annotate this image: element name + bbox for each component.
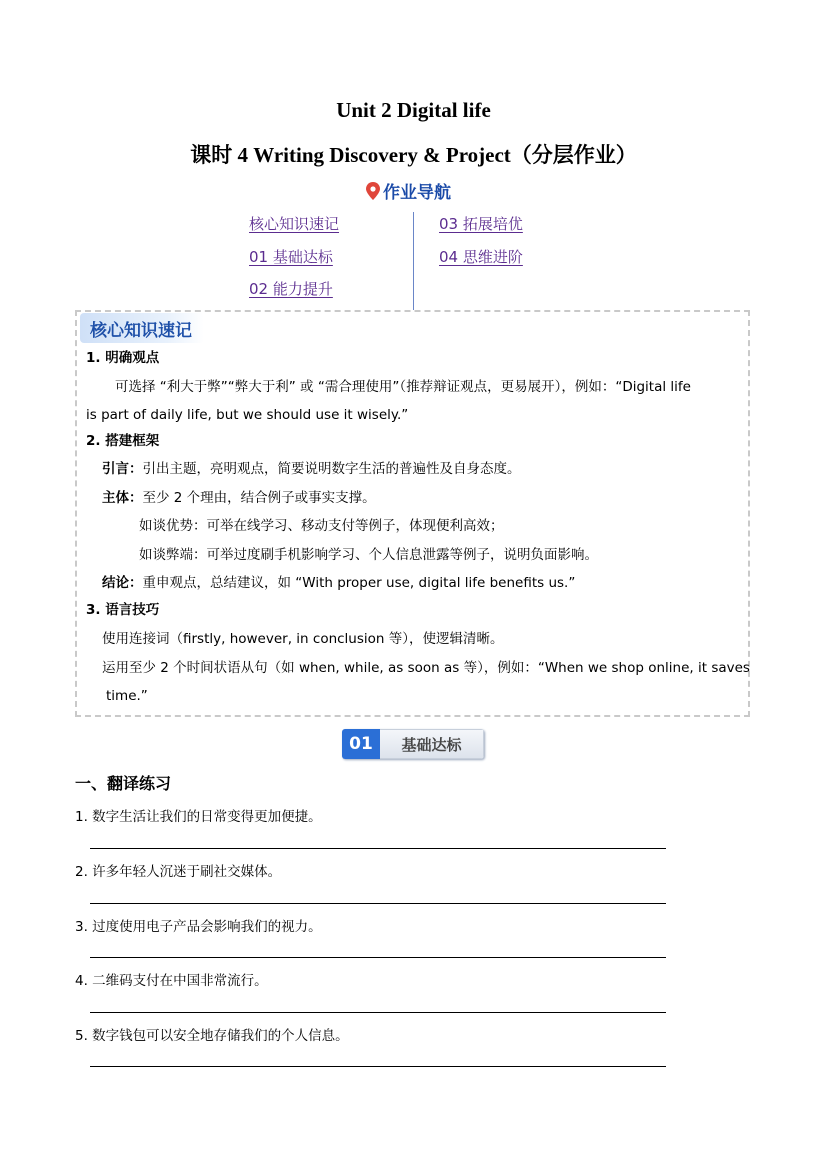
- answer-line-2[interactable]: [90, 903, 666, 904]
- nav-link-extension[interactable]: 03 拓展培优: [439, 215, 523, 233]
- section-title-viewpoint: 1. 明确观点: [86, 350, 160, 366]
- section-badge-basic: [342, 729, 484, 759]
- question-4: 4. 二维码支付在中国非常流行。: [75, 973, 268, 989]
- question-2: 2. 许多年轻人沉迷于刷社交媒体。: [75, 864, 282, 880]
- exercise-title: 一、翻译练习: [75, 774, 172, 793]
- viewpoint-text-1: 可选择 “利大于弊”“弊大于利” 或 “需合理使用”（推荐辩证观点，更易展开），例如：“Digital life: [115, 379, 691, 395]
- nav-link-ability[interactable]: 02 能力提升: [249, 280, 333, 298]
- nav-link-basic[interactable]: 01 基础达标: [249, 248, 333, 266]
- nav-heading: [366, 178, 451, 203]
- framework-body-text: 至少 2 个理由，结合例子或事实支撑。: [142, 490, 376, 506]
- framework-pro: 如谈优势：可举在线学习、移动支付等例子，体现便利高效；: [139, 518, 504, 534]
- framework-conclusion-label: 结论：: [102, 575, 143, 591]
- section-title-language: 3. 语言技巧: [86, 602, 160, 618]
- page-subtitle: 课时 4 Writing Discovery & Project（分层作业）: [190, 143, 637, 167]
- framework-con: 如谈弊端：可举过度刷手机影响学习、个人信息泄露等例子，说明负面影响。: [139, 547, 598, 563]
- answer-line-4[interactable]: [90, 1012, 666, 1013]
- framework-body: [102, 488, 376, 508]
- language-tip-3: time.”: [106, 688, 148, 704]
- language-tip-1: 使用连接词（firstly, however, in conclusion 等），使逻辑清晰。: [102, 631, 504, 647]
- knowledge-box-label: 核心知识速记: [80, 313, 204, 343]
- framework-conclusion-text: 重申观点，总结建议，如 “With proper use, digital life benefits us.”: [142, 575, 576, 591]
- question-1: 1. 数字生活让我们的日常变得更加便捷。: [75, 809, 322, 825]
- question-5: 5. 数字钱包可以安全地存储我们的个人信息。: [75, 1028, 349, 1044]
- section-badge-label: 基础达标: [380, 729, 484, 759]
- framework-body-label: 主体：: [102, 490, 143, 506]
- language-tip-2: 运用至少 2 个时间状语从句（如 when, while, as soon as 等），例如：“When we shop online, it saves: [102, 660, 750, 676]
- nav-divider: [413, 212, 414, 310]
- section-title-framework: 2. 搭建框架: [86, 433, 160, 449]
- framework-conclusion: [102, 573, 575, 593]
- location-pin-icon: [366, 182, 380, 200]
- knowledge-box: [75, 310, 750, 717]
- question-3: 3. 过度使用电子产品会影响我们的视力。: [75, 919, 322, 935]
- nav-heading-label: 作业导航: [383, 183, 451, 203]
- framework-intro-text: 引出主题，亮明观点，简要说明数字生活的普遍性及自身态度。: [142, 461, 521, 477]
- framework-intro-label: 引言：: [102, 461, 143, 477]
- section-badge-number: 01: [342, 729, 380, 759]
- answer-line-1[interactable]: [90, 848, 666, 849]
- answer-line-3[interactable]: [90, 957, 666, 958]
- framework-intro: [102, 459, 521, 479]
- viewpoint-text-2: is part of daily life, but we should use it wisely.”: [86, 407, 409, 423]
- nav-link-thinking[interactable]: 04 思维进阶: [439, 248, 523, 266]
- page-title: Unit 2 Digital life: [336, 98, 491, 122]
- answer-line-5[interactable]: [90, 1066, 666, 1067]
- nav-link-core-knowledge[interactable]: 核心知识速记: [249, 215, 340, 233]
